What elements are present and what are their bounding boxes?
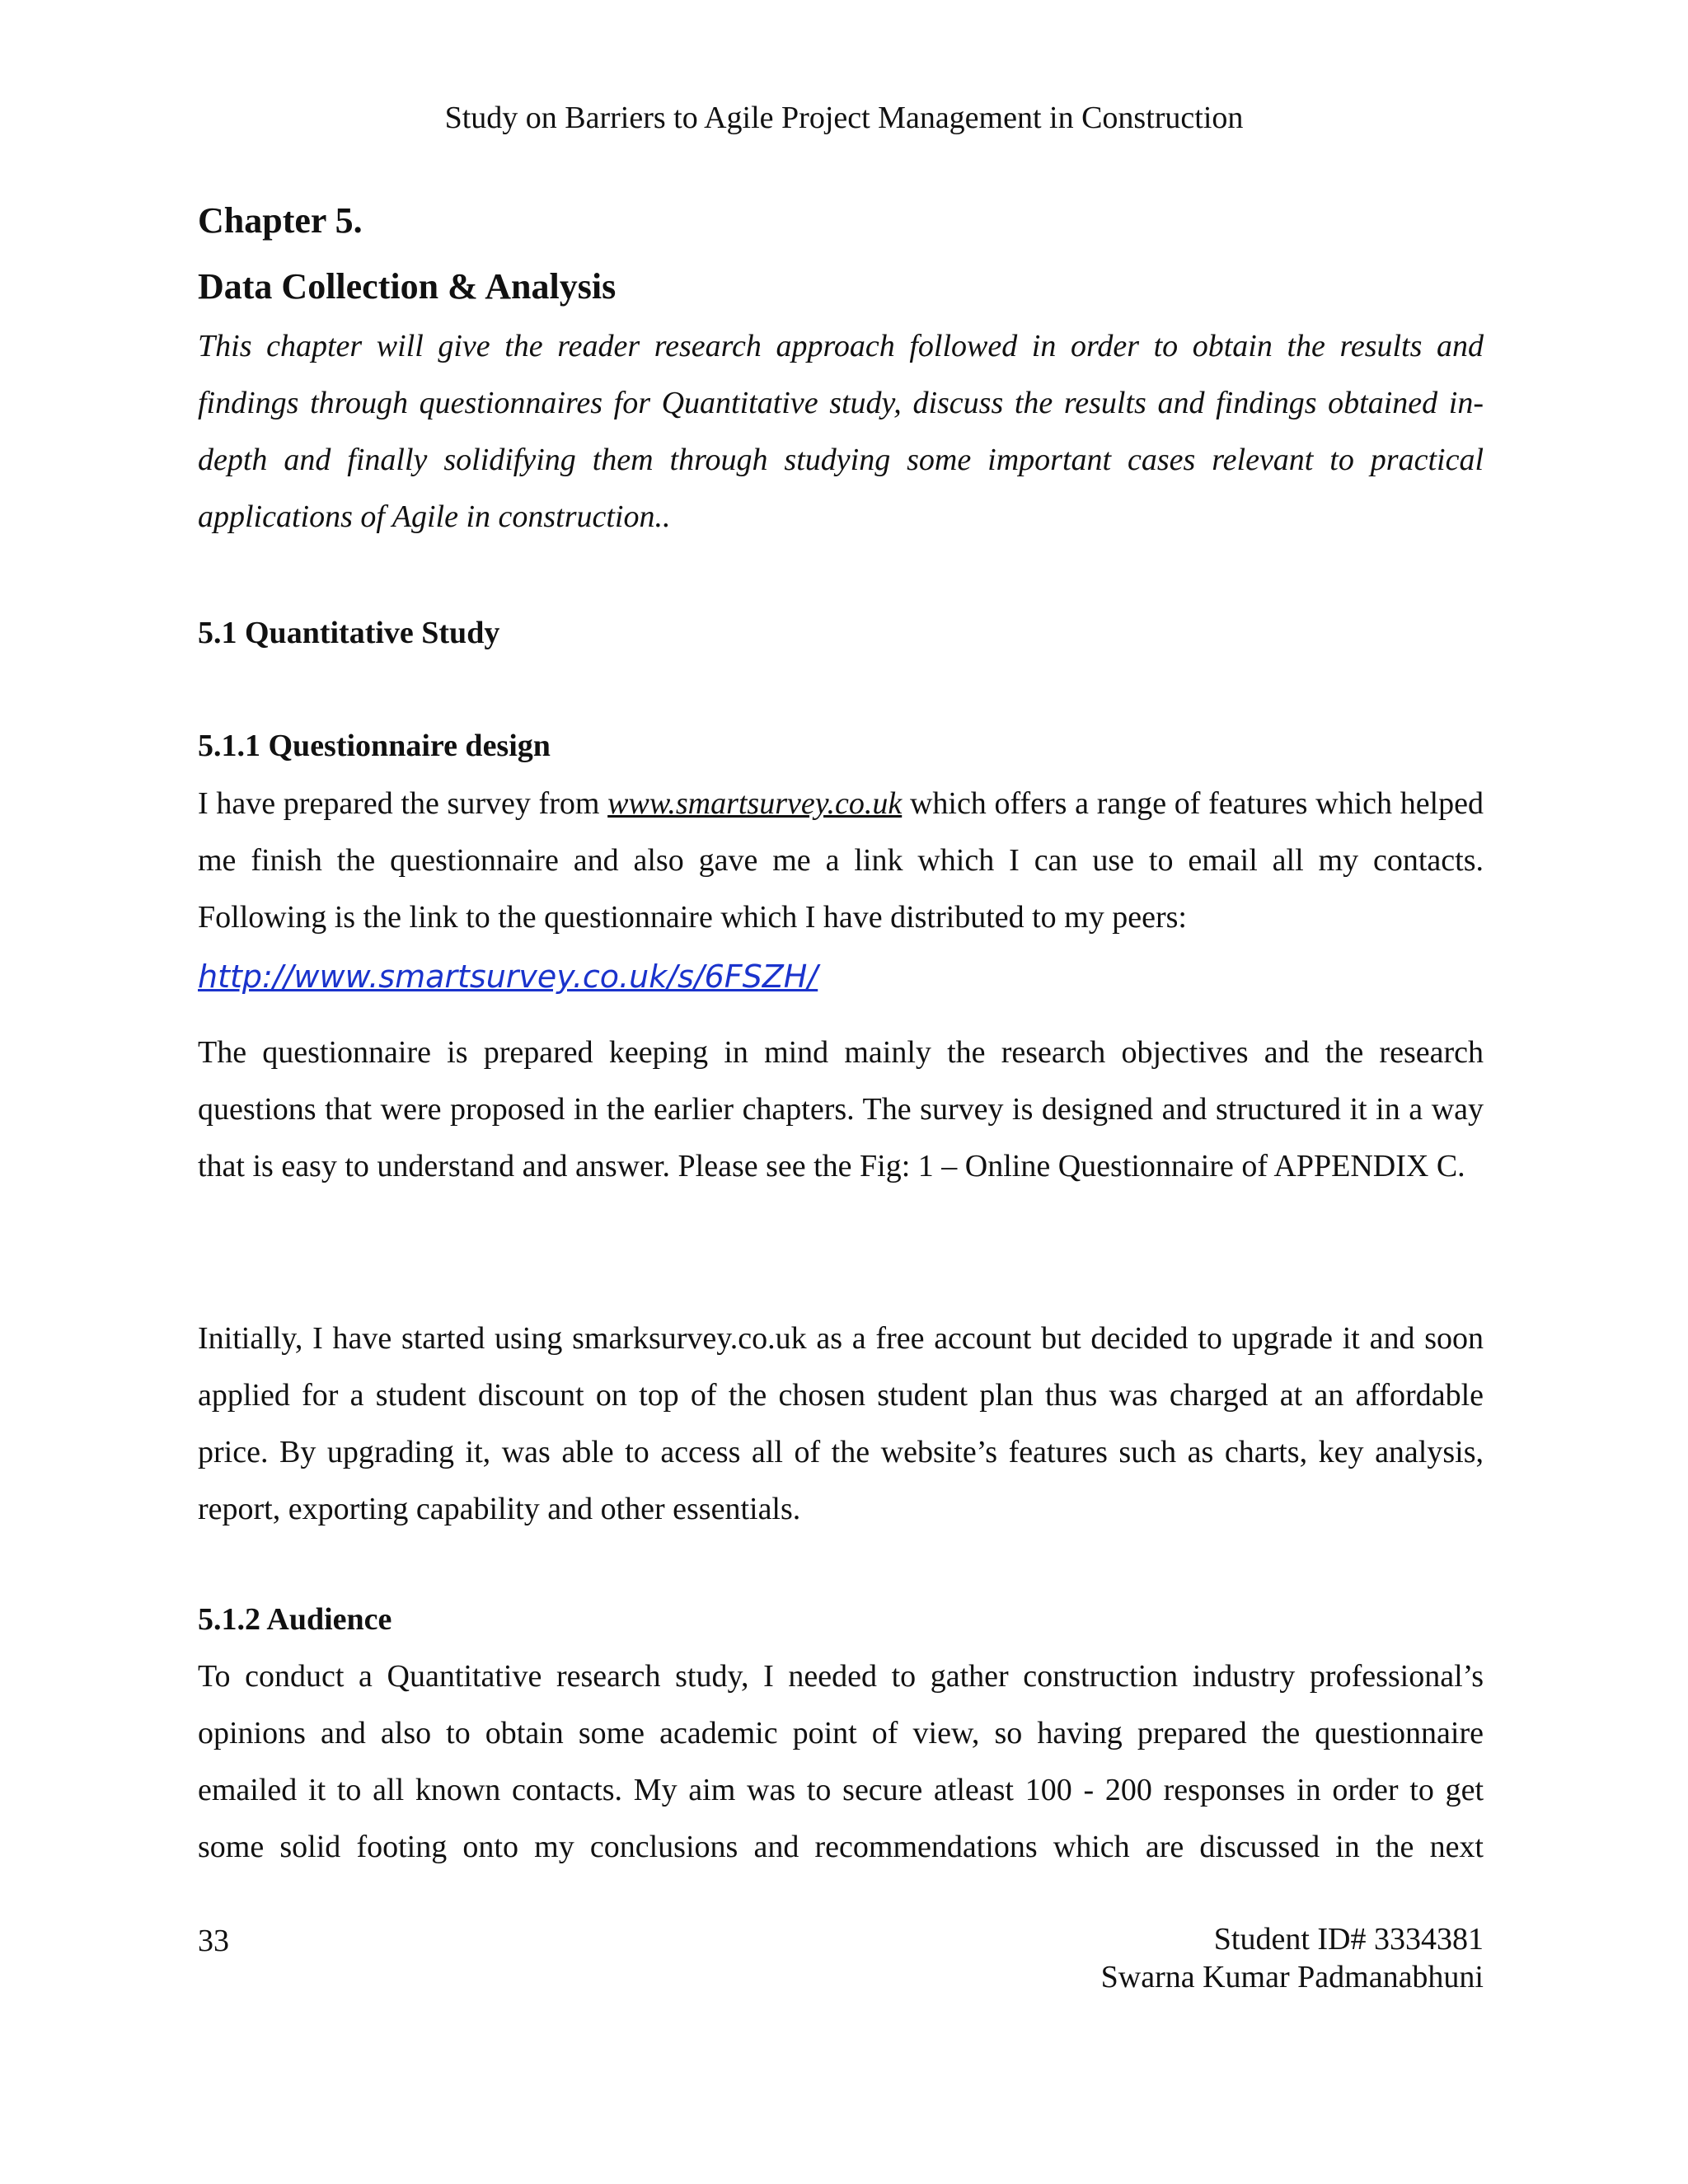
questionnaire-paragraph-2: The questionnaire is prepared keeping in mind mainly the research objectives and the research questions that were proposed in the earlier chapters. The survey is designed and structured it in a way that is easy to understand and answer. Please see the Fig: 1 – Online Questionnaire of APPENDIX C.: [198, 1035, 1484, 1183]
section-heading-5-1: 5.1 Quantitative Study: [198, 616, 500, 650]
page-number: 33: [198, 1924, 229, 1958]
questionnaire-paragraph-3: Initially, I have started using smarksurvey.co.uk as a free account but decided to upgrade it and soon applied for a student discount on top of the chosen student plan thus was charged at an affordable price. By upgrading it, was able to access all of the website’s features such as charts, key analysis, report, exporting capability and other essentials.: [198, 1321, 1484, 1526]
author-name: Swarna Kumar Padmanabhuni: [1100, 1960, 1484, 1994]
section-heading-5-1-1: 5.1.1 Questionnaire design: [198, 729, 551, 763]
audience-paragraph-1: To conduct a Quantitative research study, I needed to gather construction industry professional’s opinions and also to obtain some academic point of view, so having prepared the questionnaire emailed it to all known contacts. My aim was to secure atleast 100 - 200 responses in order to get some solid footing onto my conclusions and recommendations which are discussed in the next: [198, 1659, 1484, 1864]
chapter-number: Chapter 5.: [198, 200, 363, 241]
chapter-intro: This chapter will give the reader research approach followed in order to obtain the results and findings through questionnaires for Quantitative study, discuss the results and findings obtained in-depth and finally solidifying them through studying some important cases relevant to practical applications of Agile in construction..: [198, 329, 1484, 534]
student-id: Student ID# 3334381: [1213, 1922, 1484, 1957]
questionnaire-paragraph-1: [198, 776, 1484, 946]
para1-text-after: which offers a range of features which helped me finish the questionnaire and also gave me a link which I can use to email all my contacts. Following is the link to the questionnaire which I have distributed to my peers:: [198, 786, 1484, 935]
questionnaire-url-link[interactable]: http://www.smartsurvey.co.uk/s/6FSZH/: [198, 958, 818, 995]
running-header: Study on Barriers to Agile Project Management in Construction: [444, 101, 1244, 135]
chapter-title: Data Collection & Analysis: [198, 266, 617, 307]
smartsurvey-link[interactable]: www.smartsurvey.co.uk: [607, 786, 903, 821]
para1-text-before: I have prepared the survey from: [198, 786, 608, 821]
section-heading-5-1-2: 5.1.2 Audience: [198, 1602, 392, 1637]
footer-author-block: [1101, 1920, 1484, 1996]
